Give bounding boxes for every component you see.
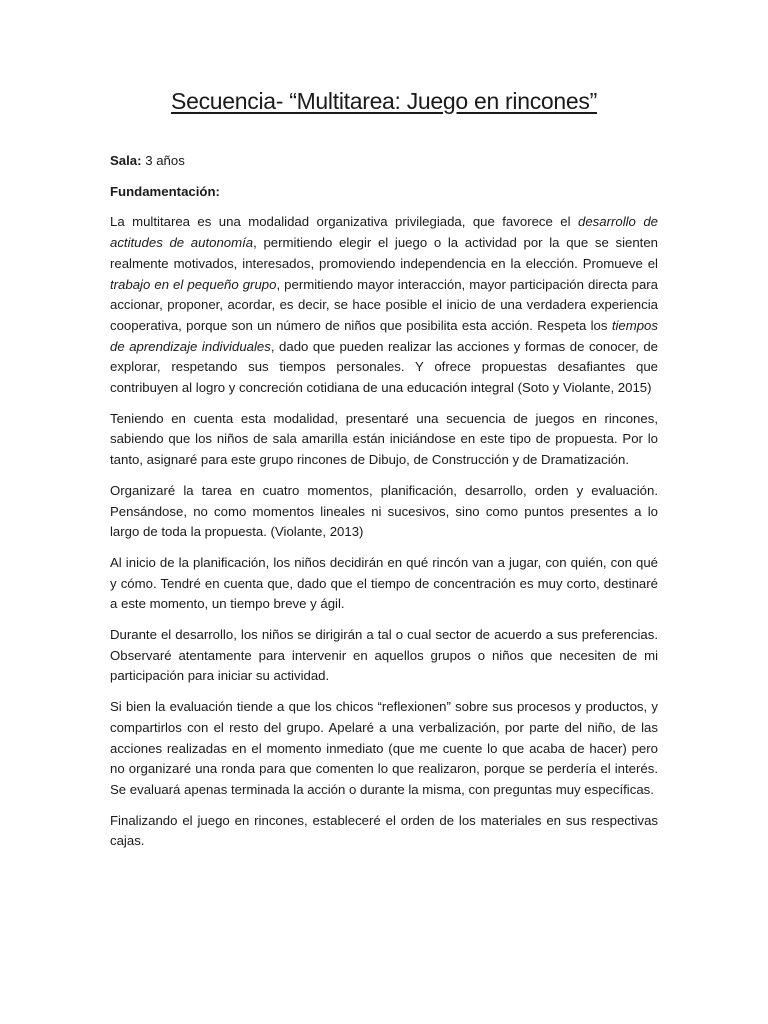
p1-text-4: , dado que pueden realizar las acciones y formas de conocer, de explorar, respetando sus tiempos personales. Y ofrece propuestas desafiantes que contribuyen al logro y concreción cotidiana de una educación integral (Soto y Violante, 2015) (110, 338, 658, 396)
paragraph-3: Organizaré la tarea en cuatro momentos, planificación, desarrollo, orden y evaluación. Pensándose, no como momentos lineales ni sucesivos, sino como puntos presentes a lo largo de toda la propuesta. (Violante, 2013) (110, 482, 658, 540)
paragraph-2: Teniendo en cuenta esta modalidad, presentaré una secuencia de juegos en rincones, sabiendo que los niños de sala amarilla están iniciándose en este tipo de propuesta. Por lo tanto, asignaré para este grupo rincones de Dibujo, de Construcción y de Dramatización. (110, 410, 658, 468)
p1-text-3: , permitiendo mayor interacción, mayor participación directa para accionar, proponer, acordar, es decir, se hace posible el inicio de una verdadera experiencia cooperativa, porque son un número de niños que posibilita esta acción. Respeta los (110, 276, 659, 333)
sala-value: 3 años (141, 153, 185, 168)
p1-text-2: , permitiendo elegir el juego o la actividad por la que se sienten realmente motivados, interesados, promoviendo independencia en la elección. Promueve el (110, 235, 658, 271)
p1-italic-1: desarrollo de actitudes de autonomía (110, 214, 658, 251)
sala-line (110, 151, 658, 172)
paragraph-7: Finalizando el juego en rincones, estableceré el orden de los materiales en sus respectivas cajas. (110, 812, 658, 849)
p1-text-1: La multitarea es una modalidad organizativa privilegiada, que favorece el (110, 214, 578, 230)
sala-label: Sala: (110, 153, 142, 168)
p1-italic-3: tiempos de aprendizaje individuales (110, 317, 658, 354)
paragraph-1 (110, 212, 658, 398)
p1-italic-2: trabajo en el pequeño grupo (110, 276, 277, 292)
document-title: Secuencia- “Multitarea: Juego en rincones” (171, 88, 597, 114)
paragraph-4: Al inicio de la planificación, los niños decidirán en qué rincón van a jugar, con quién, con qué y cómo. Tendré en cuenta que, dado que el tiempo de concentración es muy corto, destinaré a este momento, un tiempo breve y ágil. (110, 554, 658, 612)
paragraph-6: Si bien la evaluación tiende a que los chicos “reflexionen” sobre sus procesos y productos, y compartirlos con el resto del grupo. Apelaré a una verbalización, por parte del niño, de las acciones realizadas en el momento inmediato (que me cuente lo que acaba de hacer) pero no organizaré una ronda para que comenten lo que realizaron, porque se perdería el interés. Se evaluará apenas terminada la acción o durante la misma, con preguntas muy específicas. (110, 699, 658, 797)
fundamentacion-heading: Fundamentación: (110, 183, 220, 199)
paragraph-5: Durante el desarrollo, los niños se dirigirán a tal o cual sector de acuerdo a sus preferencias. Observaré atentamente para intervenir en aquellos grupos o niños que necesiten de mi participación para iniciar su actividad. (110, 627, 658, 684)
